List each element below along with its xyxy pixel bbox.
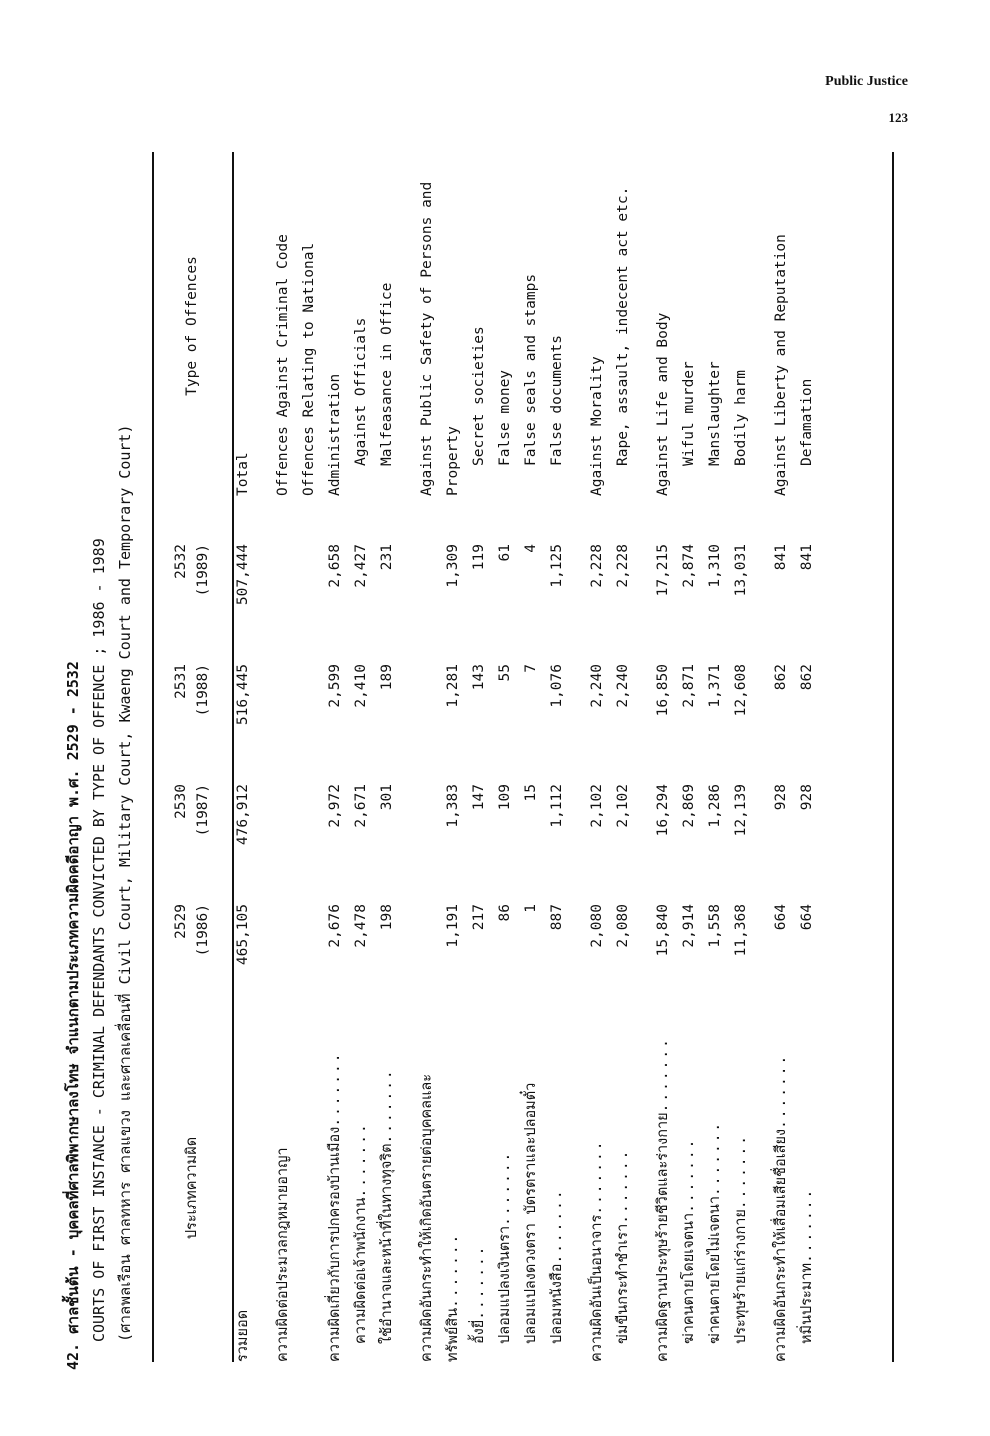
spacer-row — [636, 156, 650, 1362]
table-row — [728, 156, 754, 1362]
value-cell: 11,368 — [733, 904, 749, 957]
offence-th — [492, 1014, 518, 1362]
offence-en — [518, 156, 544, 534]
offence-en-text: Wiful murder — [681, 361, 697, 466]
table-row — [702, 156, 728, 1362]
rotated-table-page — [60, 30, 920, 1370]
table-row — [584, 156, 610, 1362]
header-year-1986 — [154, 894, 230, 1014]
value-cell: 2,102 — [589, 784, 605, 828]
leader-dots: ....... — [681, 1137, 697, 1213]
value-cell: 664 — [773, 904, 789, 931]
leader-dots: ....... — [799, 1187, 815, 1263]
leader-dots: ....... — [655, 1037, 671, 1113]
value-cell: 2,240 — [615, 664, 631, 708]
table-row — [322, 156, 348, 1362]
value-cell — [270, 774, 296, 894]
value-cell: 928 — [799, 784, 815, 811]
value-cell — [414, 654, 440, 774]
value-cell: 507,444 — [235, 544, 251, 606]
table-row — [676, 156, 702, 1362]
value-cell: 1,558 — [707, 904, 723, 948]
offence-th — [728, 1014, 754, 1362]
value-cell: 476,912 — [235, 784, 251, 846]
table-row — [794, 156, 820, 1362]
value-cell: 12,608 — [733, 664, 749, 717]
value-cell: 1,112 — [549, 784, 565, 828]
value-cell: 1,076 — [549, 664, 565, 708]
value-cell: 928 — [773, 784, 789, 811]
value-cell: 887 — [549, 904, 565, 931]
offence-th-text: ความผิดเกี่ยวกับการปกครองบ้านเมือง — [327, 1126, 343, 1362]
header-year-1987 — [154, 774, 230, 894]
value-cell: 2,427 — [353, 544, 369, 588]
offence-en — [584, 156, 610, 534]
value-cell: 465,105 — [235, 904, 251, 966]
value-cell: 664 — [799, 904, 815, 931]
offence-en — [374, 156, 400, 534]
value-cell: 841 — [773, 544, 789, 571]
value-cell: 1,281 — [445, 664, 461, 708]
table-row — [544, 156, 570, 1362]
offence-th-text: ความผิดอันกระทำให้เกิดอันตรายต่อบุคคลและ — [419, 1073, 435, 1362]
offence-th-text: ปลอมแปลงเงินตรา — [497, 1225, 513, 1344]
value-cell: 2,676 — [327, 904, 343, 948]
offence-en-text: Against Public Safety of Persons and — [419, 181, 435, 496]
leader-dots: ....... — [773, 1053, 789, 1129]
value-cell: 2,599 — [327, 664, 343, 708]
offence-en-text: Total — [235, 452, 251, 496]
value-cell — [296, 654, 322, 774]
table-row — [610, 156, 636, 1362]
offence-th — [270, 1014, 296, 1362]
value-cell: 2,972 — [327, 784, 343, 828]
offence-en — [544, 156, 570, 534]
offence-th — [768, 1014, 794, 1362]
spacer-row — [256, 156, 270, 1362]
value-cell: 198 — [379, 904, 395, 931]
value-cell: 1 — [523, 904, 539, 913]
offence-th-text: ข่มขืนกระทำชำเรา — [615, 1223, 631, 1344]
year-be: 2532 — [173, 544, 189, 579]
offence-th-text: อั้งยี่ — [471, 1319, 487, 1344]
offence-th-text: ความผิดฐานประทุษร้ายชีวิตและร่างกาย — [655, 1112, 671, 1362]
value-cell: 841 — [799, 544, 815, 571]
value-cell: 2,869 — [681, 784, 697, 828]
value-cell: 147 — [471, 784, 487, 811]
header-offence-th: ประเภทความผิด — [184, 1136, 200, 1240]
leader-dots: ....... — [471, 1244, 487, 1320]
offence-en-text: Offences Relating to National — [301, 242, 317, 496]
bottom-rule — [892, 152, 894, 1362]
spacer-row — [400, 156, 414, 1362]
value-cell: 189 — [379, 664, 395, 691]
table-row — [374, 156, 400, 1362]
year-be: 2530 — [173, 784, 189, 819]
offence-th — [702, 1014, 728, 1362]
value-cell: 862 — [773, 664, 789, 691]
offence-th-text: ความผิดต่อประมวลกฎหมายอาญา — [275, 1147, 291, 1362]
leader-dots: ....... — [353, 1122, 369, 1198]
offence-th — [440, 1014, 466, 1362]
table-titles — [60, 30, 138, 1370]
table-row — [348, 156, 374, 1362]
value-cell: 16,294 — [655, 784, 671, 837]
table-row — [414, 156, 440, 1362]
offence-th-text: ปลอมแปลงดวงตรา บัตรตราและปลอมตั๋ว — [523, 1082, 539, 1344]
value-cell: 1,309 — [445, 544, 461, 588]
spacer-row — [754, 156, 768, 1362]
leader-dots: ....... — [707, 1120, 723, 1196]
leader-dots: ....... — [379, 1068, 395, 1144]
section-name: Public Justice — [825, 74, 908, 89]
header-row — [154, 156, 230, 1362]
table-row — [650, 156, 676, 1362]
value-cell — [296, 774, 322, 894]
value-cell: 2,914 — [681, 904, 697, 948]
offence-en-text: Property — [445, 426, 461, 496]
value-cell — [414, 534, 440, 654]
value-cell: 2,240 — [589, 664, 605, 708]
value-cell — [296, 894, 322, 1014]
value-cell: 2,410 — [353, 664, 369, 708]
value-cell: 2,478 — [353, 904, 369, 948]
offence-en — [768, 156, 794, 534]
offence-th-text: ความผิดต่อเจ้าพนักงาน — [353, 1197, 369, 1344]
value-cell: 217 — [471, 904, 487, 931]
year-ad: (1989) — [195, 544, 211, 597]
value-cell — [414, 894, 440, 1014]
table-title-english: COURTS OF FIRST INSTANCE - CRIMINAL DEFENDANTS CONVICTED BY TYPE OF OFFENCE ; 1986 - 1989 — [90, 538, 108, 1342]
offence-en — [348, 156, 374, 534]
offence-en — [466, 156, 492, 534]
offence-th — [296, 1014, 322, 1362]
offence-en — [702, 156, 728, 534]
offence-th-text: ใช้อำนาจและหน้าที่ในทางทุจริต — [379, 1143, 395, 1344]
value-cell — [414, 774, 440, 894]
offence-th — [610, 1014, 636, 1362]
offence-th — [544, 1014, 570, 1362]
offence-th-text: ประทุษร้ายแก่ร่างกาย — [733, 1209, 749, 1344]
value-cell: 1,310 — [707, 544, 723, 588]
table-title-thai: 42. ศาลชั้นต้น - บุคคลที่ศาลพิพากษาลงโทษ จำแนกตามประเภทความผิดคดีอาญา พ.ศ. 2529 - 2532 — [64, 661, 82, 1370]
leader-dots: ....... — [497, 1150, 513, 1226]
value-cell: 1,383 — [445, 784, 461, 828]
year-ad: (1988) — [195, 664, 211, 717]
value-cell — [270, 534, 296, 654]
year-ad: (1986) — [195, 904, 211, 957]
header-rule — [232, 152, 234, 1362]
offence-en — [492, 156, 518, 534]
header-year-1988 — [154, 654, 230, 774]
table-body — [154, 156, 820, 1362]
leader-dots: ....... — [327, 1051, 343, 1127]
value-cell: 2,658 — [327, 544, 343, 588]
value-cell: 12,139 — [733, 784, 749, 837]
value-cell: 516,445 — [235, 664, 251, 726]
value-cell: 2,228 — [615, 544, 631, 588]
value-cell — [296, 534, 322, 654]
value-cell: 61 — [497, 544, 513, 562]
offence-th — [414, 1014, 440, 1362]
value-cell: 17,215 — [655, 544, 671, 597]
offence-en-text: Administration — [327, 373, 343, 496]
spacer-row — [570, 156, 584, 1362]
offence-en — [296, 156, 322, 534]
offence-th — [794, 1014, 820, 1362]
table-row — [492, 156, 518, 1362]
value-cell: 86 — [497, 904, 513, 922]
offence-th — [348, 1014, 374, 1362]
table-row — [270, 156, 296, 1362]
offence-th — [322, 1014, 348, 1362]
offence-en-text: Against Officials — [353, 317, 369, 466]
offence-en — [322, 156, 348, 534]
value-cell — [270, 894, 296, 1014]
offence-en-text: Malfeasance in Office — [379, 282, 395, 466]
value-cell: 7 — [523, 664, 539, 673]
offence-en-text: Against Life and Body — [655, 312, 671, 496]
offence-en-text: Bodily harm — [733, 369, 749, 466]
leader-dots: ....... — [733, 1134, 749, 1210]
value-cell: 1,286 — [707, 784, 723, 828]
offence-en-text: Against Liberty and Reputation — [773, 234, 789, 496]
offence-en-text: Against Morality — [589, 356, 605, 496]
year-be: 2531 — [173, 664, 189, 699]
value-cell: 301 — [379, 784, 395, 811]
value-cell: 2,080 — [589, 904, 605, 948]
value-cell: 4 — [523, 544, 539, 553]
offence-en — [610, 156, 636, 534]
offence-th-text: ความผิดอันกระทำให้เสื่อมเสียชื่อเสียง — [773, 1128, 789, 1362]
offence-en-text: Rape, assault, indecent act etc. — [615, 186, 631, 466]
offence-en — [270, 156, 296, 534]
value-cell: 15 — [523, 784, 539, 802]
offence-en-text: Secret societies — [471, 326, 487, 466]
offence-th — [466, 1014, 492, 1362]
offence-th-text: ทรัพย์สิน — [445, 1307, 461, 1362]
table-subtitle: (ศาลพลเรือน ศาลทหาร ศาลแขวง และศาลเคลื่อนที่ Civil Court, Military Court, Kwaeng Court and Temporary Court) — [116, 424, 134, 1342]
value-cell — [270, 654, 296, 774]
leader-dots: ....... — [589, 1139, 605, 1215]
offence-th-text: ฆ่าคนตายโดยไม่เจตนา — [707, 1195, 723, 1344]
offence-en — [728, 156, 754, 534]
value-cell: 2,871 — [681, 664, 697, 708]
value-cell: 55 — [497, 664, 513, 682]
header-offence-en: Type of Offences — [184, 256, 200, 396]
offence-th — [676, 1014, 702, 1362]
page-number: 123 — [888, 110, 908, 125]
year-be: 2529 — [173, 904, 189, 939]
offence-en — [414, 156, 440, 534]
value-cell: 2,874 — [681, 544, 697, 588]
offence-th-text: หมิ่นประมาท — [799, 1262, 815, 1344]
table-row — [440, 156, 466, 1362]
offence-th-text: รวมยอด — [235, 1309, 251, 1362]
value-cell: 15,840 — [655, 904, 671, 957]
value-cell: 1,191 — [445, 904, 461, 948]
offence-en-text: Manslaughter — [707, 361, 723, 466]
value-cell: 231 — [379, 544, 395, 571]
offence-en — [676, 156, 702, 534]
offence-en-text: Defamation — [799, 378, 815, 466]
leader-dots: ....... — [445, 1232, 461, 1308]
offence-th-text: ปลอมหนังสือ — [549, 1263, 565, 1344]
value-cell: 2,102 — [615, 784, 631, 828]
value-cell: 13,031 — [733, 544, 749, 597]
offence-th-text: ความผิดอันเป็นอนาจาร — [589, 1214, 605, 1362]
value-cell: 109 — [497, 784, 513, 811]
table-row — [768, 156, 794, 1362]
offence-en-text: False documents — [549, 335, 565, 466]
value-cell: 2,671 — [353, 784, 369, 828]
offence-en — [440, 156, 466, 534]
offence-th — [584, 1014, 610, 1362]
table-row — [466, 156, 492, 1362]
offence-th — [650, 1014, 676, 1362]
offence-en — [650, 156, 676, 534]
offence-en — [794, 156, 820, 534]
value-cell: 1,371 — [707, 664, 723, 708]
table-row — [296, 156, 322, 1362]
leader-dots: ....... — [615, 1148, 631, 1224]
value-cell: 2,228 — [589, 544, 605, 588]
offence-th — [374, 1014, 400, 1362]
value-cell: 2,080 — [615, 904, 631, 948]
offence-en-text: False seals and stamps — [523, 273, 539, 466]
value-cell: 143 — [471, 664, 487, 691]
convictions-table — [154, 156, 820, 1362]
year-ad: (1987) — [195, 784, 211, 837]
value-cell: 119 — [471, 544, 487, 571]
value-cell: 1,125 — [549, 544, 565, 588]
offence-th — [518, 1014, 544, 1362]
offence-th-text: ฆ่าคนตายโดยเจตนา — [681, 1212, 697, 1344]
table-row — [518, 156, 544, 1362]
offence-en-text: False money — [497, 369, 513, 466]
value-cell: 16,850 — [655, 664, 671, 717]
value-cell: 862 — [799, 664, 815, 691]
leader-dots: ....... — [549, 1188, 565, 1264]
header-year-1989 — [154, 534, 230, 654]
offence-en-text: Offences Against Criminal Code — [275, 234, 291, 496]
